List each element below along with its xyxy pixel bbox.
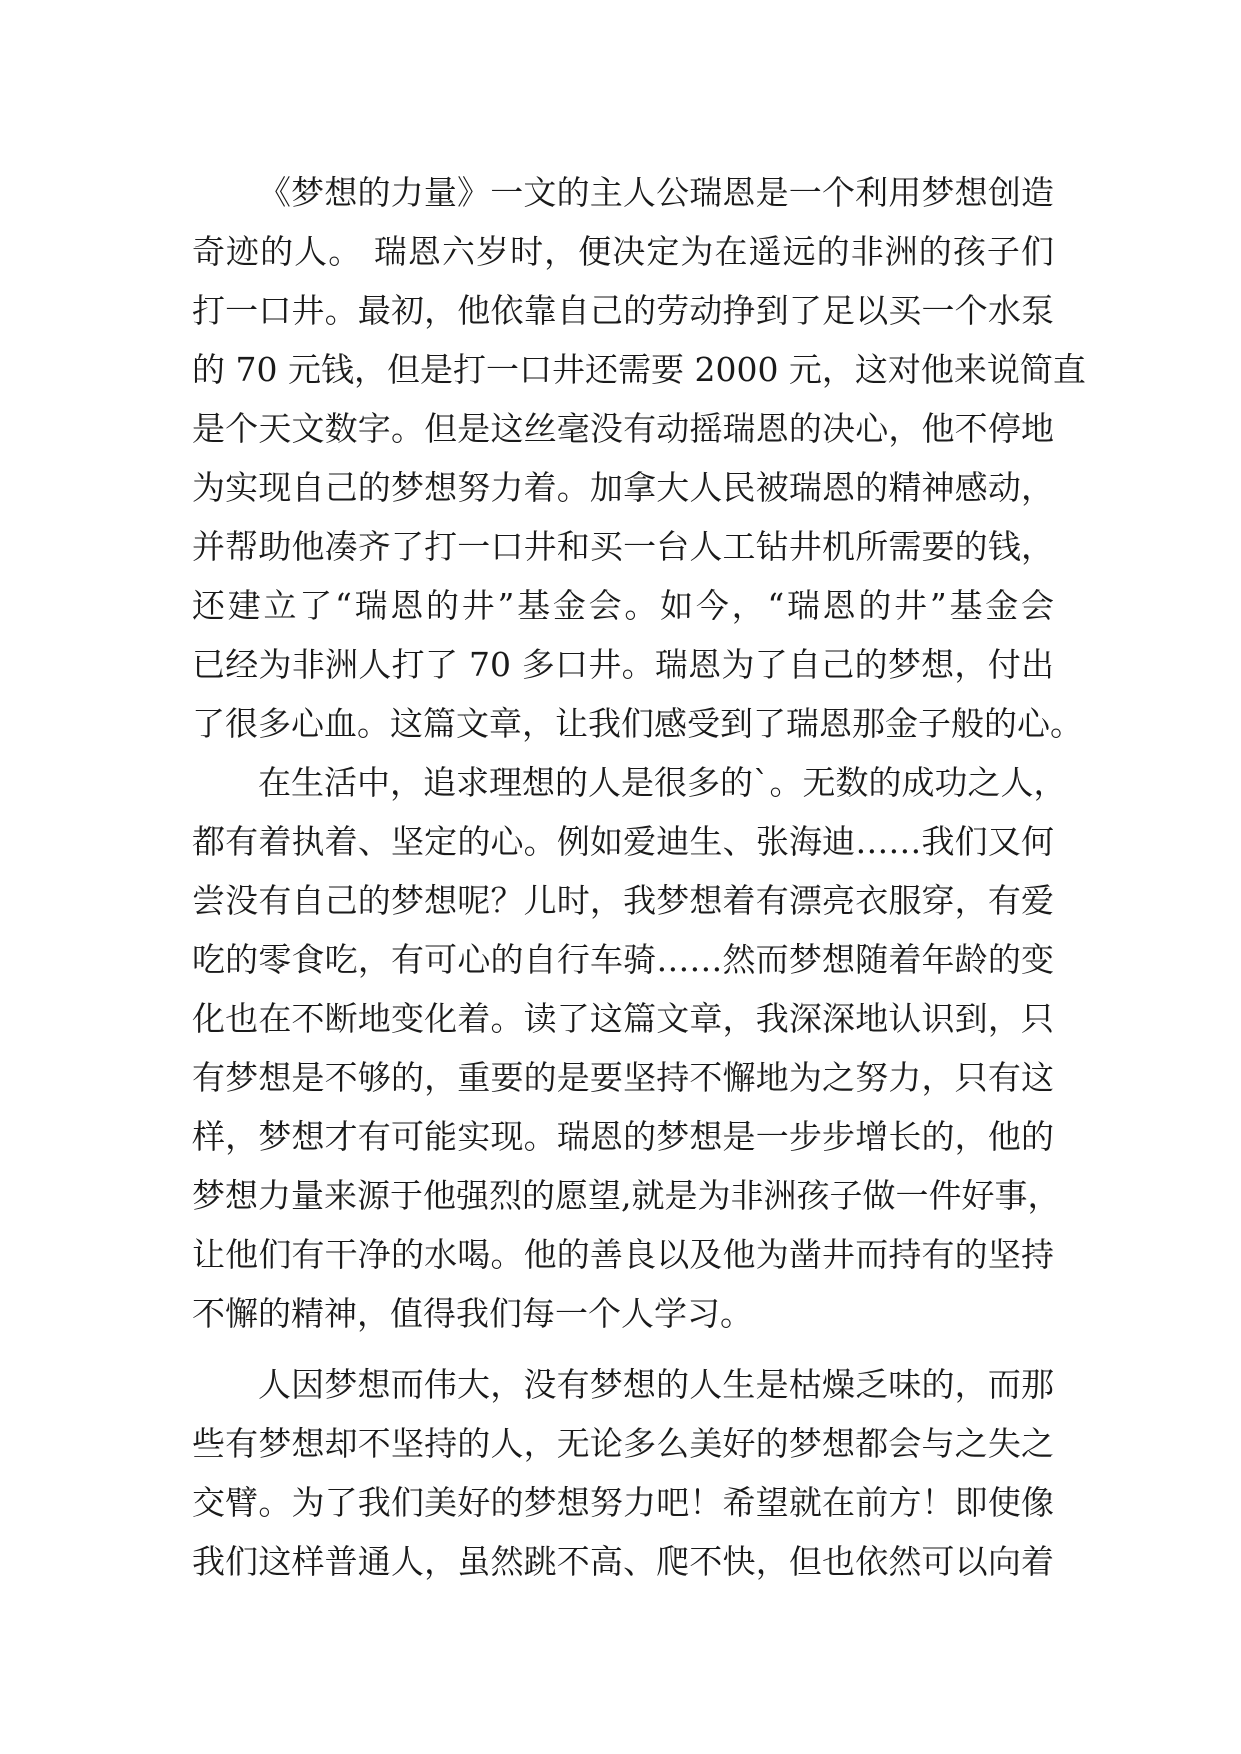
paragraph-2-line-3: 尝没有自己的梦想呢？儿时，我梦想着有漂亮衣服穿，有爱 — [192, 881, 1054, 920]
paragraph-1-line-1: 《梦想的力量》一文的主人公瑞恩是一个利用梦想创造 — [258, 173, 1054, 212]
paragraph-1-line-8: 还建立了“瑞恩的井”基金会。如今，“瑞恩的井”基金会 — [192, 586, 1054, 625]
paragraph-1-line-4: 的 70 元钱，但是打一口井还需要 2000 元，这对他来说简直 — [192, 350, 1086, 389]
article-body — [192, 163, 1086, 1591]
paragraph-2-line-7: 样，梦想才有可能实现。瑞恩的梦想是一步步增长的，他的 — [192, 1117, 1054, 1156]
paragraph-3-line-2: 些有梦想却不坚持的人，无论多么美好的梦想都会与之失之 — [192, 1424, 1054, 1463]
paragraph-2-line-10: 不懈的精神，值得我们每一个人学习。 — [192, 1294, 753, 1333]
paragraph-3-line-4: 我们这样普通人，虽然跳不高、爬不快，但也依然可以向着 — [192, 1542, 1054, 1581]
paragraph-3-line-1: 人因梦想而伟大，没有梦想的人生是枯燥乏味的，而那 — [258, 1365, 1054, 1404]
paragraph-1-line-3: 打一口井。最初，他依靠自己的劳动挣到了足以买一个水泵 — [192, 291, 1054, 330]
paragraph-2-line-4: 吃的零食吃，有可心的自行车骑……然而梦想随着年龄的变 — [192, 940, 1054, 979]
paragraph-1-line-9: 已经为非洲人打了 70 多口井。瑞恩为了自己的梦想，付出 — [192, 645, 1054, 684]
paragraph-1-line-7: 并帮助他凑齐了打一口井和买一台人工钻井机所需要的钱， — [192, 527, 1054, 566]
paragraph-3-line-3: 交臂。为了我们美好的梦想努力吧！希望就在前方！即使像 — [192, 1483, 1054, 1522]
paragraph-1-line-6: 为实现自己的梦想努力着。加拿大人民被瑞恩的精神感动， — [192, 468, 1054, 507]
paragraph-2-line-9: 让他们有干净的水喝。他的善良以及他为凿井而持有的坚持 — [192, 1235, 1054, 1274]
paragraph-1-line-5: 是个天文数字。但是这丝毫没有动摇瑞恩的决心，他不停地 — [192, 409, 1054, 448]
paragraph-1-line-2: 奇迹的人。 瑞恩六岁时，便决定为在遥远的非洲的孩子们 — [192, 232, 1054, 271]
paragraph-2-line-1: 在生活中，追求理想的人是很多的`。无数的成功之人， — [258, 763, 1067, 802]
paragraph-2-line-8: 梦想力量来源于他强烈的愿望,就是为非洲孩子做一件好事， — [192, 1176, 1061, 1215]
paragraph-1-line-10: 了很多心血。这篇文章，让我们感受到了瑞恩那金子般的心。 — [192, 704, 1083, 743]
paragraph-2-line-6: 有梦想是不够的，重要的是要坚持不懈地为之努力，只有这 — [192, 1058, 1054, 1097]
paragraph-2-line-5: 化也在不断地变化着。读了这篇文章，我深深地认识到，只 — [192, 999, 1054, 1038]
paragraph-2-line-2: 都有着执着、坚定的心。例如爱迪生、张海迪……我们又何 — [192, 822, 1054, 861]
